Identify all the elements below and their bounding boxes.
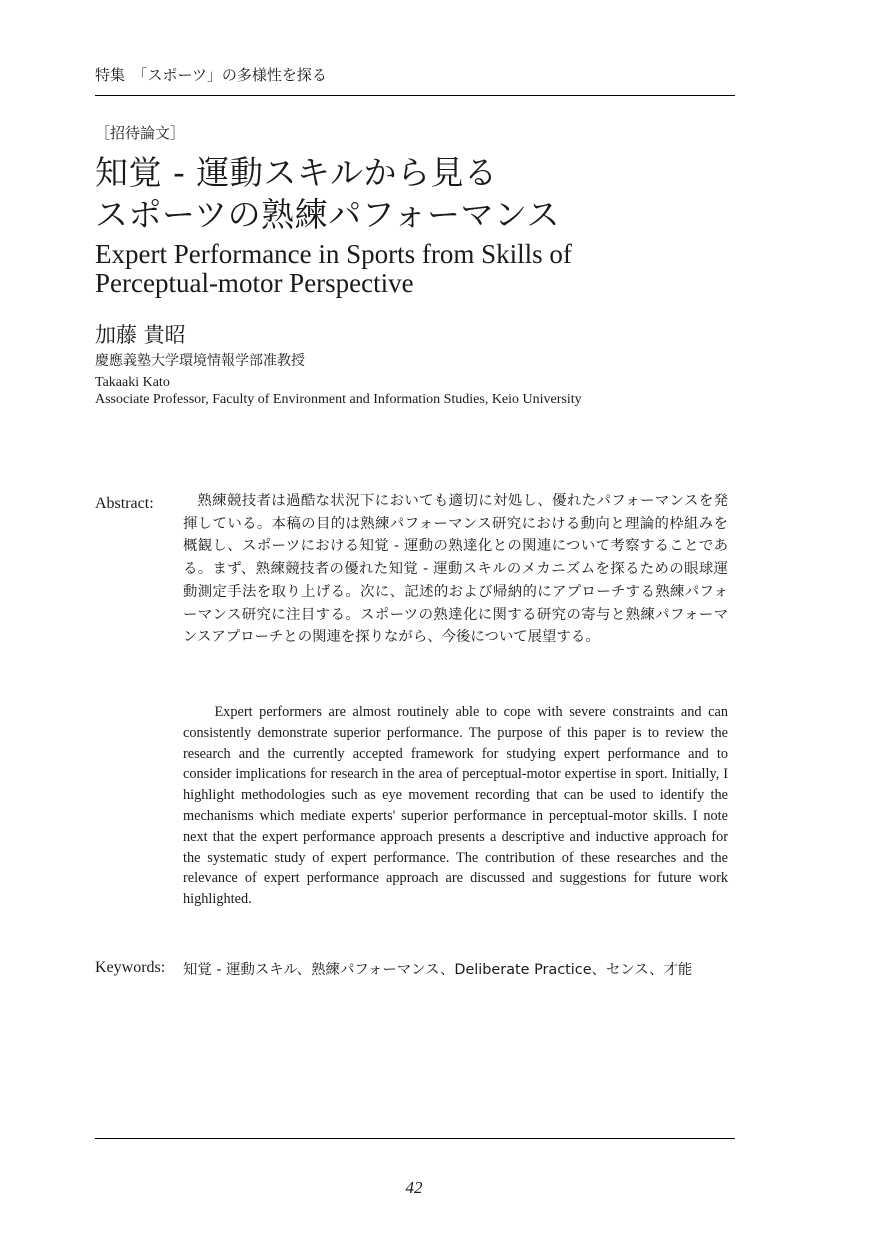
author-name-ja: 加藤 貴昭 [95, 323, 186, 347]
author-affiliation-ja: 慶應義塾大学環境情報学部准教授 [95, 353, 305, 369]
title-en-line2: Perceptual-motor Perspective [95, 268, 414, 298]
title-en-line1: Expert Performance in Sports from Skills of [95, 239, 572, 269]
abstract-text-ja: 熟練競技者は過酷な状況下においても適切に対処し、優れたパフォーマンスを発揮している。本稿の目的は熟練パフォーマンス研究における動向と理論的枠組みを概観し、スポーツにおける知覚 - 運動の熟達化との関連について考察することである。まず、熟練競技者の優れた知覚 - 運動スキルのメカニズムを探るための眼球運動測定手法を取り上げる。次に、記述的および帰納的にアプローチする熟練パフォーマンス研究に注目する。スポーツの熟達化に関する研究の寄与と熟練パフォーマンスアプローチとの関連を探りながら、今後について展望する。 [183, 493, 728, 646]
keywords-text: 知覚 - 運動スキル、熟練パフォーマンス、Deliberate Practice、センス、才能 [183, 962, 693, 978]
author-name-en: Takaaki Kato [95, 375, 170, 390]
running-header: 特集 「スポーツ」の多様性を探る [95, 66, 327, 84]
title-ja-line1: 知覚 - 運動スキルから見る [95, 153, 498, 192]
abstract-text-en: Expert performers are almost routinely able to cope with severe constraints and can consistently demonstrate superior performance. The purpose of this paper is to review the research and the currently accepted framework for studying expert performance and to consider implications for research in the area of perceptual-motor expertise in sport. Initially, I highlight methodologies such as eye movement recording that can be used to identify the mechanisms which mediate experts' superior performance in perceptual-motor skills. I note next that the expert performance approach presents a descriptive and inductive approach for the systematic study of expert performance. The contribution of these researches and the relevance of expert performance approach are discussed and suggestions for future work highlighted. [183, 704, 728, 908]
keywords-label: Keywords: [95, 959, 166, 976]
footer-rule [95, 1138, 735, 1139]
page-number: 42 [405, 1178, 423, 1197]
abstract-label: Abstract: [95, 495, 154, 512]
author-affiliation-en: Associate Professor, Faculty of Environment and Information Studies, Keio University [95, 392, 582, 407]
header-rule [95, 95, 735, 96]
title-ja-line2: スポーツの熟練パフォーマンス [95, 195, 561, 234]
article-category: ［招待論文］ [95, 124, 186, 142]
